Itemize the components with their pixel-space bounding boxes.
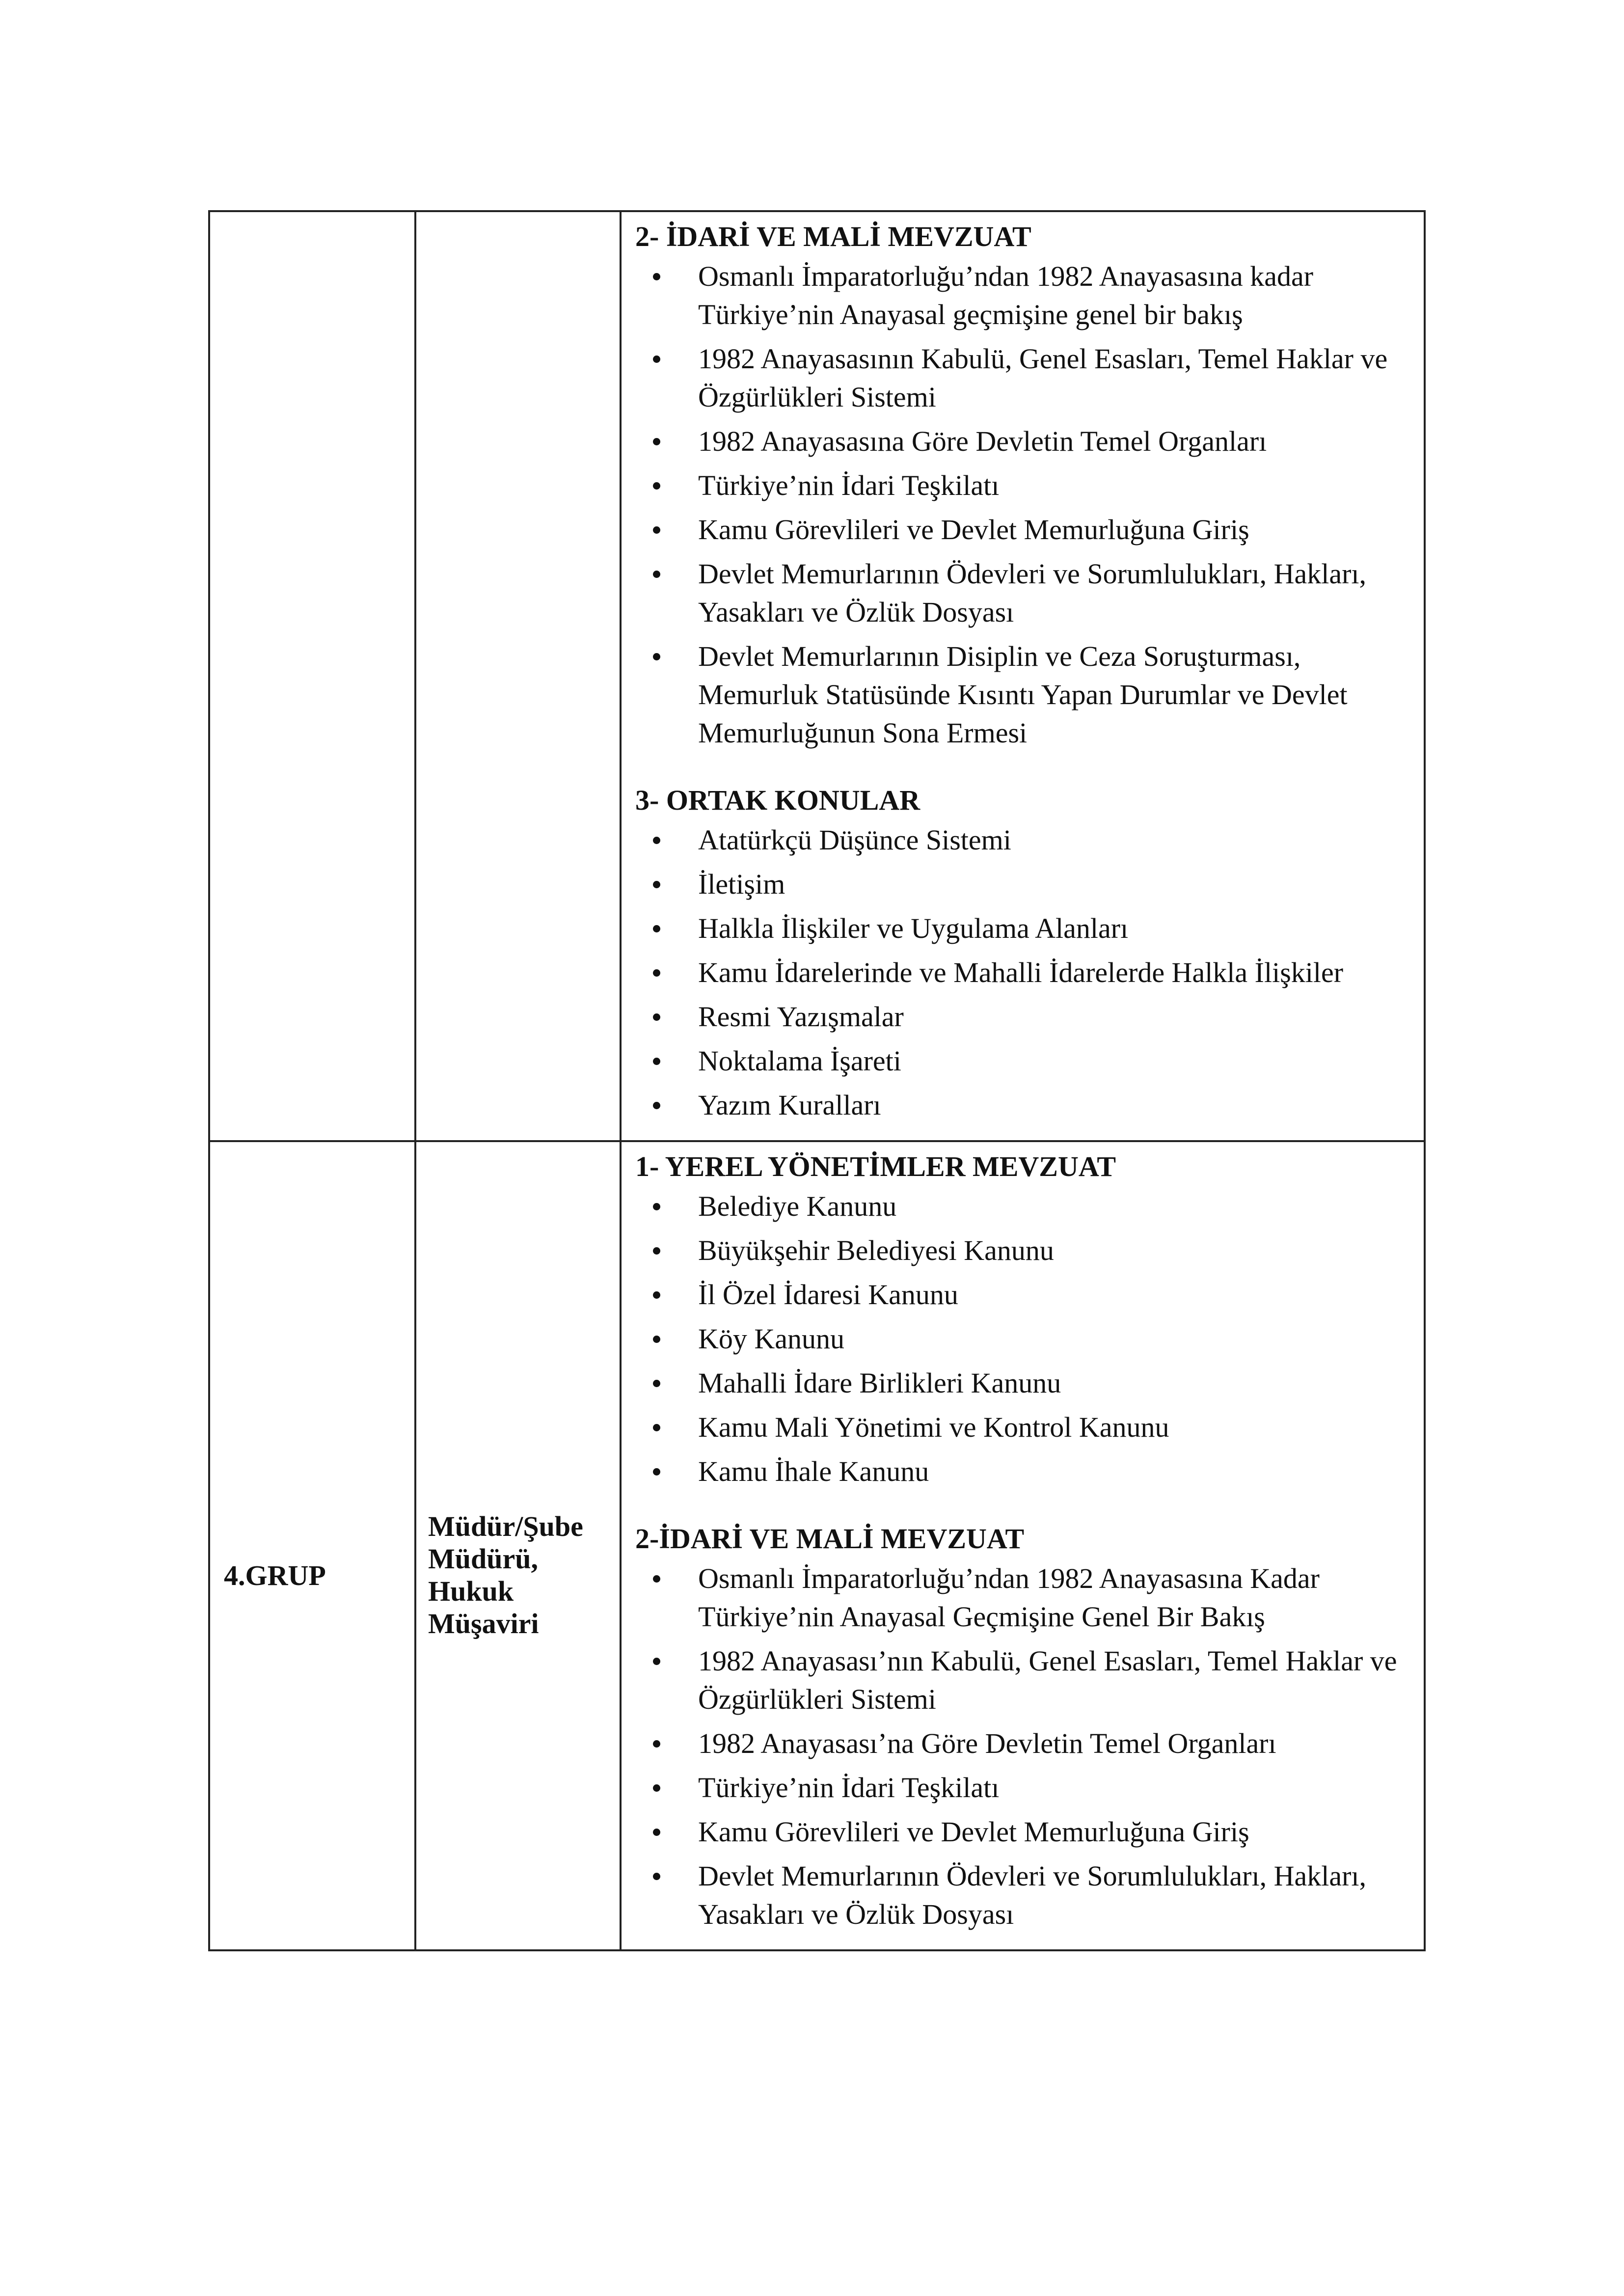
- list-item: Resmi Yazışmalar: [635, 998, 1414, 1036]
- table-row: [209, 1141, 1425, 1950]
- title-cell: [415, 1141, 621, 1950]
- list-item: Köy Kanunu: [635, 1320, 1414, 1358]
- position-title-line: Hukuk: [428, 1575, 514, 1607]
- list-item: Büyükşehir Belediyesi Kanunu: [635, 1231, 1414, 1270]
- bullet-icon: [653, 1658, 660, 1665]
- section: [635, 216, 1414, 752]
- bullet-icon: [653, 438, 660, 445]
- bullet-icon: [653, 1784, 660, 1792]
- bullet-icon: [653, 1829, 660, 1836]
- list-item: İl Özel İdaresi Kanunu: [635, 1276, 1414, 1314]
- list-item: Atatürkçü Düşünce Sistemi: [635, 821, 1414, 859]
- bullet-icon: [653, 925, 660, 932]
- bullet-icon: [653, 1575, 660, 1583]
- bullet-icon: [653, 355, 660, 363]
- list-item: Yazım Kuralları: [635, 1086, 1414, 1124]
- list-item: Kamu İdarelerinde ve Mahalli İdarelerde Halkla İlişkiler: [635, 954, 1414, 992]
- bullet-icon: [653, 273, 660, 280]
- bullet-icon: [653, 1013, 660, 1021]
- list-item: Kamu İhale Kanunu: [635, 1452, 1414, 1491]
- section-title: 2-İDARİ VE MALİ MEVZUAT: [635, 1523, 1025, 1555]
- list-item: Belediye Kanunu: [635, 1187, 1414, 1226]
- position-title-line: Müdür/Şube: [428, 1510, 583, 1542]
- bullet-icon: [653, 1336, 660, 1343]
- list-item: Devlet Memurlarının Disiplin ve Ceza Soruşturması, Memurluk Statüsünde Kısıntı Yapan Durumlar ve Devlet Memurluğunun Sona Ermesi: [635, 637, 1414, 752]
- topic-list: [635, 1187, 1414, 1491]
- list-item: Noktalama İşareti: [635, 1042, 1414, 1080]
- table-row: [209, 211, 1425, 1141]
- list-item: 1982 Anayasasının Kabulü, Genel Esasları, Temel Haklar ve Özgürlükleri Sistemi: [635, 340, 1414, 416]
- bullet-icon: [653, 1102, 660, 1109]
- group-cell: [209, 1141, 415, 1950]
- topic-list: [635, 1559, 1414, 1934]
- section-title: 3- ORTAK KONULAR: [635, 784, 920, 816]
- list-item: 1982 Anayasası’na Göre Devletin Temel Organları: [635, 1724, 1414, 1763]
- list-item: Türkiye’nin İdari Teşkilatı: [635, 1769, 1414, 1807]
- section: [635, 1518, 1414, 1934]
- list-item: Osmanlı İmparatorluğu’ndan 1982 Anayasasına Kadar Türkiye’nin Anayasal Geçmişine Genel Bir Bakış: [635, 1559, 1414, 1636]
- bullet-icon: [653, 571, 660, 578]
- bullet-icon: [653, 482, 660, 490]
- bullet-icon: [653, 653, 660, 660]
- group-label: 4.GRUP: [224, 1559, 326, 1591]
- list-item: Osmanlı İmparatorluğu’ndan 1982 Anayasasına kadar Türkiye’nin Anayasal geçmişine genel bir bakış: [635, 257, 1414, 334]
- content-cell: [621, 211, 1425, 1141]
- position-title-line: Müdürü,: [428, 1543, 539, 1575]
- section-title: 2- İDARİ VE MALİ MEVZUAT: [635, 220, 1031, 252]
- bullet-icon: [653, 837, 660, 844]
- bullet-icon: [653, 526, 660, 534]
- title-cell: [415, 211, 621, 1141]
- list-item: 1982 Anayasası’nın Kabulü, Genel Esasları, Temel Haklar ve Özgürlükleri Sistemi: [635, 1642, 1414, 1719]
- exam-topics-table: [208, 210, 1426, 1951]
- bullet-icon: [653, 1380, 660, 1387]
- list-item: Halkla İlişkiler ve Uygulama Alanları: [635, 909, 1414, 948]
- list-item: 1982 Anayasasına Göre Devletin Temel Organları: [635, 422, 1414, 461]
- topic-list: [635, 821, 1414, 1124]
- list-item: Kamu Görevlileri ve Devlet Memurluğuna Giriş: [635, 1813, 1414, 1851]
- bullet-icon: [653, 1873, 660, 1880]
- position-title-line: Müşaviri: [428, 1608, 539, 1640]
- bullet-icon: [653, 1424, 660, 1431]
- bullet-icon: [653, 1740, 660, 1748]
- section-title: 1- YEREL YÖNETİMLER MEVZUAT: [635, 1150, 1116, 1182]
- list-item: Devlet Memurlarının Ödevleri ve Sorumlulukları, Hakları, Yasakları ve Özlük Dosyası: [635, 1857, 1414, 1934]
- bullet-icon: [653, 969, 660, 977]
- list-item: Kamu Görevlileri ve Devlet Memurluğuna Giriş: [635, 511, 1414, 549]
- list-item: Türkiye’nin İdari Teşkilatı: [635, 466, 1414, 505]
- bullet-icon: [653, 1203, 660, 1210]
- list-item: İletişim: [635, 865, 1414, 903]
- group-cell: [209, 211, 415, 1141]
- section: [635, 1146, 1414, 1491]
- bullet-icon: [653, 1247, 660, 1255]
- content-cell: [621, 1141, 1425, 1950]
- bullet-icon: [653, 1058, 660, 1065]
- list-item: Devlet Memurlarının Ödevleri ve Sorumlulukları, Hakları, Yasakları ve Özlük Dosyası: [635, 555, 1414, 631]
- list-item: Kamu Mali Yönetimi ve Kontrol Kanunu: [635, 1408, 1414, 1447]
- bullet-icon: [653, 1468, 660, 1476]
- list-item: Mahalli İdare Birlikleri Kanunu: [635, 1364, 1414, 1402]
- section: [635, 780, 1414, 1124]
- bullet-icon: [653, 1291, 660, 1299]
- topic-list: [635, 257, 1414, 752]
- bullet-icon: [653, 881, 660, 888]
